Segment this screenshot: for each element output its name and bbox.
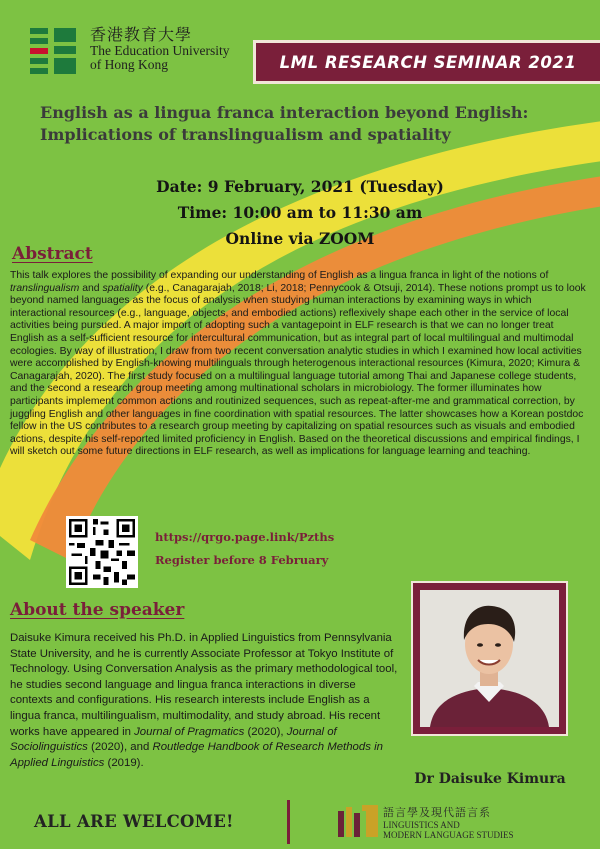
dept-english-line1: LINGUISTICS AND — [383, 819, 460, 830]
speaker-name: Dr Daisuke Kimura — [414, 771, 566, 787]
abstract-body: This talk explores the possibility of expanding our understanding of English as a lingua franca in light of the notions of translingualism and spatiality (e.g., Canagarajah, 2018; Li, 2018; Pennycook & Otsuji, 2014). These notions prompt us to look beyond named languages as the focus of analysis when studying human interactions by examining ways in which interactional resources (e.g., language, objects, and embodied actions) reflexively shape each other in the service of local activities being pursued. A major import of adopting such a vantagepoint in ELF research is that we can no longer treat English as a self-sufficient resource for intercultural communication, but as integral part of local multilingual and multimodal ecologies. By way of illustration, I draw from two recent conversation analytic studies in which I examined how local activities were accomplished by English-knowing multilinguals through heterogenous interactional resources (Kimura, 2020; Kimura & Canagarajah, 2020). The first study focused on a multilingual language tutorial among Thai and Japanese college students, and the second a research group meeting among multinational scholars in microbiology. The former illuminates how participants implement common actions and routinized sequences, such as repeat-after-me and grammatical correction, by juggling English and other languages in fine coordination with spatial resources. The latter showcases how a Korean postdoc fellow in the US contributes to a research group meeting by capitalizing on spatial resources such as visuals and embodied actions, despite his self-reported limited proficiency in English. Based on the theoretical discussions and empirical findings, I will sketch out some future directions in ELF research, as well as implications for language learning and teaching. — [10, 270, 586, 458]
speaker-photo-frame — [411, 581, 568, 736]
dept-english-line2: MODERN LANGUAGE STUDIES — [383, 829, 514, 840]
logo-english-line1: The Education University — [90, 42, 230, 58]
lml-department-logo-icon — [336, 803, 380, 841]
eduhk-logo-icon — [30, 26, 84, 78]
lml-department-name — [383, 807, 514, 840]
seminar-banner — [253, 40, 600, 84]
qr-code-icon — [69, 519, 135, 585]
registration-link[interactable]: https://qrgo.page.link/Pzths — [155, 530, 335, 544]
logo-english-line2: of Hong Kong — [90, 57, 168, 73]
speaker-heading: About the speaker — [10, 600, 185, 620]
banner-text: LML RESEARCH SEMINAR 2021 — [279, 52, 577, 72]
speaker-photo — [420, 590, 559, 727]
seminar-title — [40, 102, 580, 146]
logo-chinese-name: 香港教育大學 — [90, 25, 193, 44]
speaker-portrait-icon — [420, 590, 559, 727]
speaker-bio: Daisuke Kimura received his Ph.D. in Applied Linguistics from Pennsylvania State University, and he is currently Associate Professor at Tokyo Institute of Technology. Using Conversation Analysis as the primary methodological tool, he studies second language and lingua franca interactions in diverse contexts and configurations. His research interests include English as a lingua franca, multilingualism, multimodality, and study abroad. His recent works have appeared in Journal of Pragmatics (2020), Journal of Sociolinguistics (2020), and Routledge Handbook of Research Methods in Applied Linguistics (2019). — [10, 632, 398, 769]
event-date: Date: 9 February, 2021 (Tuesday) — [156, 177, 444, 196]
qr-code[interactable] — [66, 516, 138, 588]
title-line-2: Implications of translingualism and spatiality — [40, 125, 451, 144]
registration-deadline: Register before 8 February — [155, 553, 329, 567]
event-info — [0, 174, 600, 252]
eduhk-logo — [30, 26, 229, 78]
welcome-text: ALL ARE WELCOME! — [34, 812, 234, 831]
abstract-heading: Abstract — [12, 244, 93, 264]
title-line-1: English as a lingua franca interaction beyond English: — [40, 103, 529, 122]
event-venue: Online via ZOOM — [225, 229, 375, 248]
event-time: Time: 10:00 am to 11:30 am — [177, 203, 423, 222]
dept-chinese-name: 語言學及現代語言系 — [383, 806, 491, 819]
footer-divider — [287, 800, 290, 844]
